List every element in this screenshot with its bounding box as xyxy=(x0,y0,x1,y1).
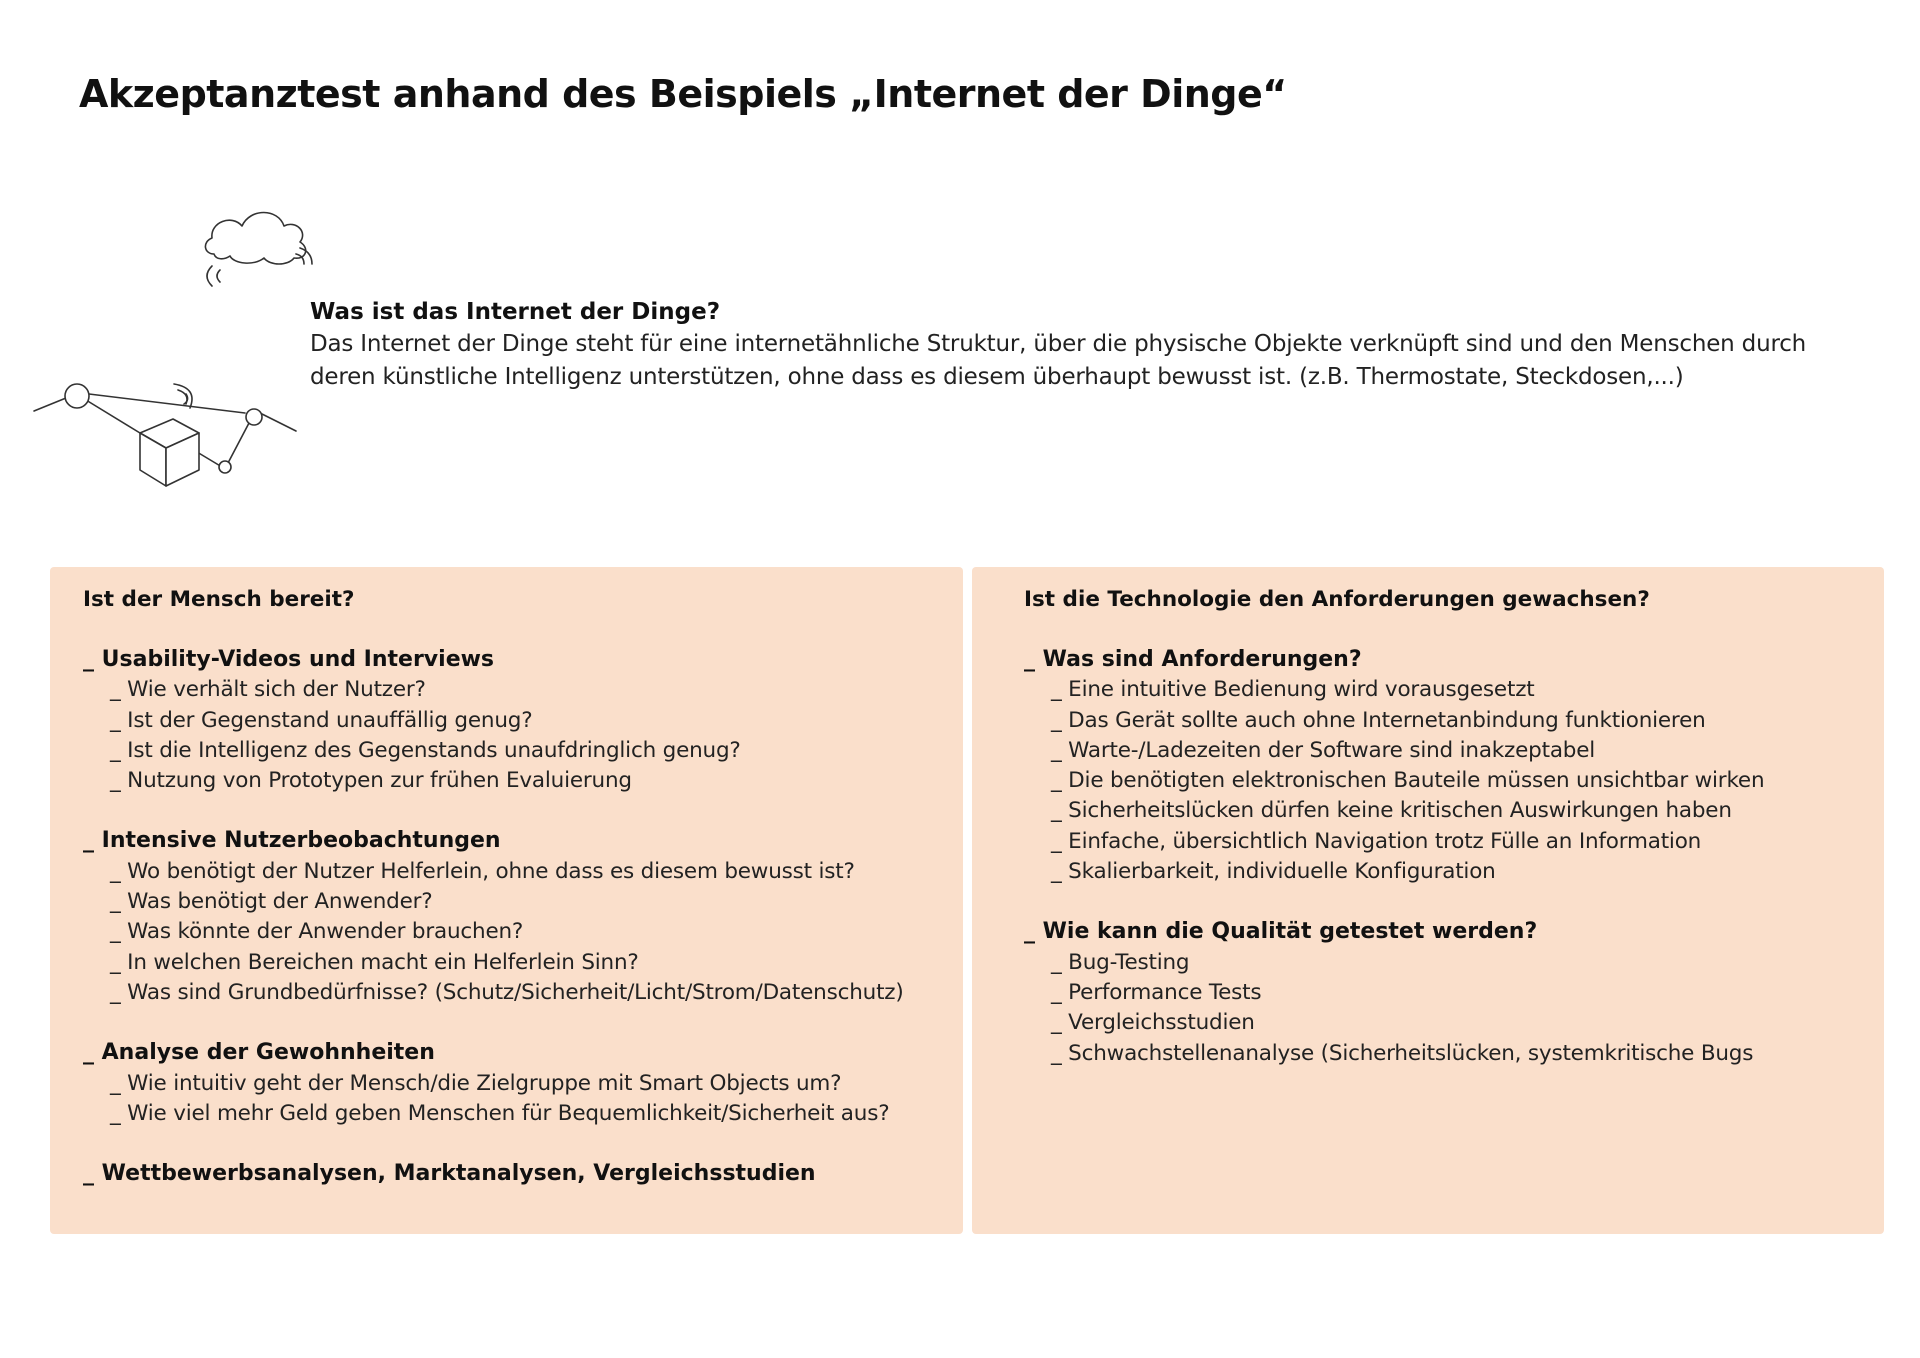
list-item: _ Eine intuitive Bedienung wird vorausgesetzt xyxy=(1051,677,1535,703)
list-item: _ Was könnte der Anwender brauchen? xyxy=(110,919,524,945)
list-item: _ In welchen Bereichen macht ein Helferlein Sinn? xyxy=(110,949,639,975)
list-item: _ Schwachstellenanalyse (Sicherheitslücken, systemkritische Bugs xyxy=(1051,1040,1754,1066)
list-item: _ Vergleichsstudien xyxy=(1051,1010,1255,1036)
list-group xyxy=(83,645,963,796)
page-title: Akzeptanztest anhand des Beispiels „Internet der Dinge“ xyxy=(79,72,1287,116)
list-item: _ Bug-Testing xyxy=(1051,949,1190,975)
group-heading: _ Intensive Nutzerbeobachtungen xyxy=(83,828,501,854)
list-group xyxy=(83,1159,963,1189)
list-group xyxy=(83,1038,963,1129)
intro-text: Das Internet der Dinge steht für eine internetähnliche Struktur, über die physische Objekte verknüpft sind und den Menschen durch deren künstliche Intelligenz unterstützen, ohne dass es diesem überhaupt bewusst ist. (z.B. Thermostate, Steckdosen,...) xyxy=(310,331,1807,390)
intro-section xyxy=(310,296,1870,394)
list-item: _ Wie verhält sich der Nutzer? xyxy=(110,677,426,703)
cloud-icon xyxy=(205,213,312,287)
list-item: _ Skalierbarkeit, individuelle Konfiguration xyxy=(1051,859,1496,885)
group-heading: _ Usability-Videos und Interviews xyxy=(83,647,495,672)
list-item: _ Wo benötigt der Nutzer Helferlein, ohne dass es diesem bewusst ist? xyxy=(110,858,855,884)
panel-title: Ist die Technologie den Anforderungen gewachsen? xyxy=(1024,587,1650,612)
list-item: _ Warte-/Ladezeiten der Software sind inakzeptabel xyxy=(1051,737,1596,763)
group-heading: _ Wettbewerbsanalysen, Marktanalysen, Vergleichsstudien xyxy=(83,1161,816,1187)
list-item: _ Wie intuitiv geht der Mensch/die Zielgruppe mit Smart Objects um? xyxy=(110,1070,842,1096)
list-item: _ Einfache, übersichtlich Navigation trotz Fülle an Information xyxy=(1051,828,1702,854)
list-item: _ Ist die Intelligenz des Gegenstands unaufdringlich genug? xyxy=(110,737,741,763)
list-item: _ Das Gerät sollte auch ohne Internetanbindung funktionieren xyxy=(1051,707,1706,733)
list-item: _ Sicherheitslücken dürfen keine kritischen Auswirkungen haben xyxy=(1051,798,1732,824)
list-item: _ Performance Tests xyxy=(1051,979,1262,1005)
list-item: _ Die benötigten elektronischen Bauteile müssen unsichtbar wirken xyxy=(1051,768,1765,794)
list-group xyxy=(1024,645,1884,887)
group-heading: _ Was sind Anforderungen? xyxy=(1024,647,1362,672)
list-item: _ Was benötigt der Anwender? xyxy=(110,889,433,915)
network-cube-illustration xyxy=(34,384,296,486)
iot-illustration xyxy=(0,190,330,490)
intro-heading: Was ist das Internet der Dinge? xyxy=(310,299,721,325)
group-heading: _ Wie kann die Qualität getestet werden? xyxy=(1024,919,1538,945)
group-heading: _ Analyse der Gewohnheiten xyxy=(83,1040,435,1066)
list-item: _ Nutzung von Prototypen zur frühen Evaluierung xyxy=(110,768,632,794)
human-readiness-panel xyxy=(50,567,963,1234)
list-group xyxy=(1024,917,1884,1068)
list-item: _ Ist der Gegenstand unauffällig genug? xyxy=(110,707,533,733)
technology-readiness-panel xyxy=(972,567,1884,1234)
list-group xyxy=(83,826,963,1008)
list-item: _ Wie viel mehr Geld geben Menschen für Bequemlichkeit/Sicherheit aus? xyxy=(110,1100,890,1126)
list-item: _ Was sind Grundbedürfnisse? (Schutz/Sicherheit/Licht/Strom/Datenschutz) xyxy=(110,979,904,1005)
panel-title: Ist der Mensch bereit? xyxy=(83,587,355,612)
